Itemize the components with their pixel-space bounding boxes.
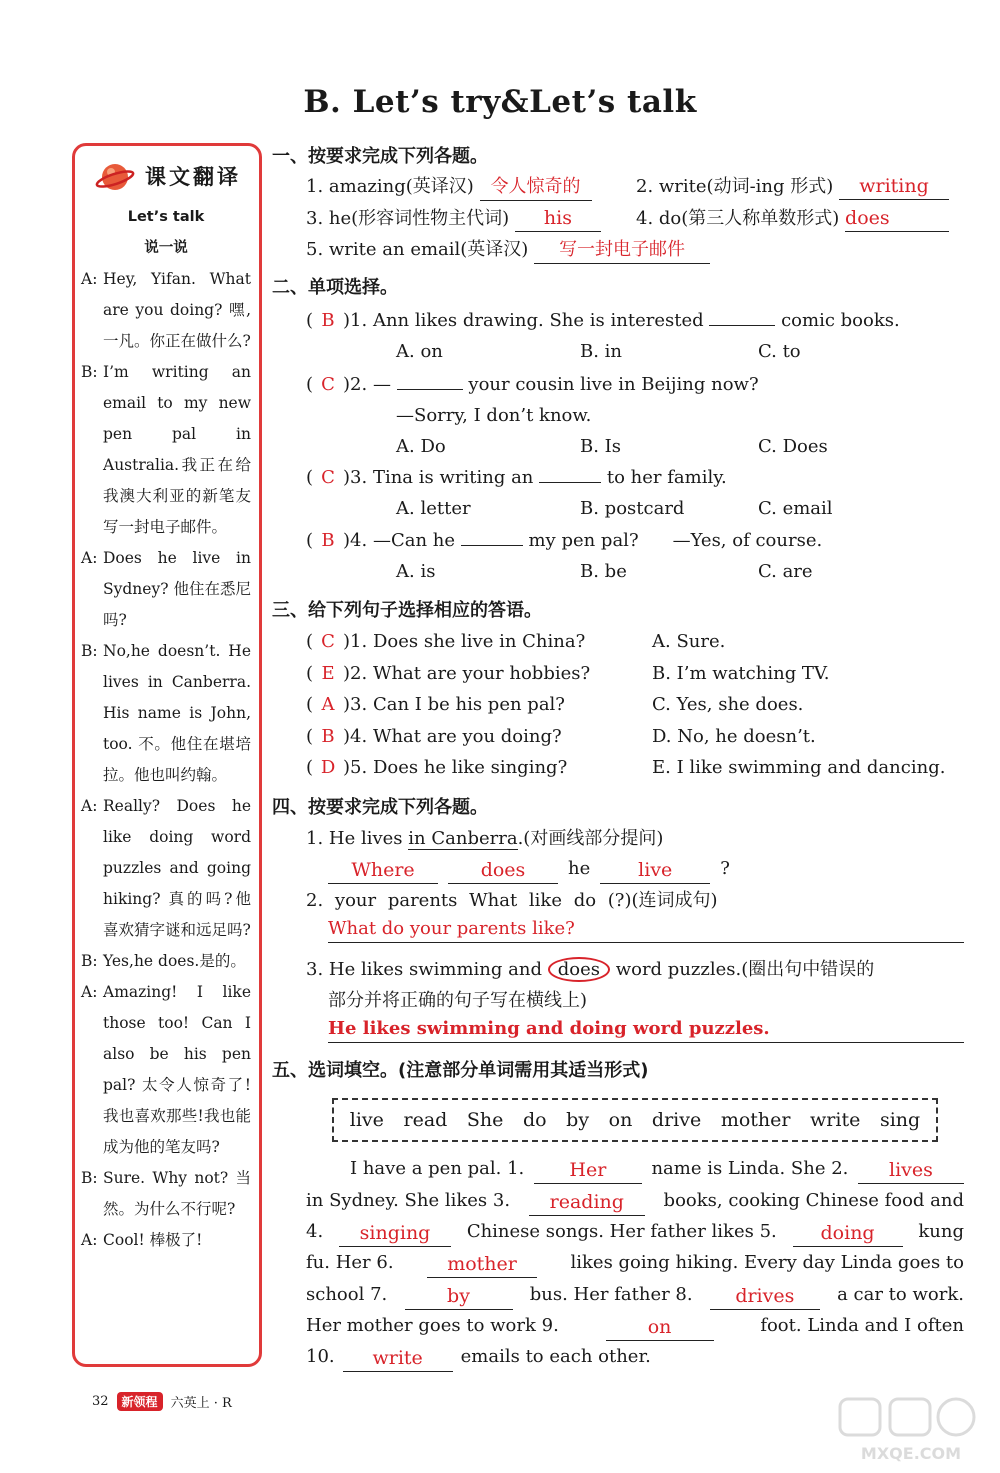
answer: lives	[858, 1157, 964, 1184]
sidebar-header	[81, 152, 251, 202]
error-circle: does	[548, 957, 610, 982]
mc-option: A. Do	[396, 436, 446, 457]
mc-option: B. postcard	[580, 498, 685, 519]
para-line-3: 4. singing Chinese songs. Her father likes 5. doing kung	[306, 1217, 964, 1247]
match-question: ( D )5. Does he like singing?	[306, 753, 567, 783]
dialog-text: No,he doesn’t. He lives in Canberra. His name is John, too. 不。他住在堪培拉。他也叫约翰。	[103, 642, 251, 784]
s1-q3: 3. he(形容词性物主代词) his	[306, 204, 601, 234]
answer: drives	[710, 1283, 820, 1310]
s4-a1: Where does he live ?	[328, 854, 730, 884]
answer: D	[320, 757, 336, 778]
section-3-title: 三、给下列句子选择相应的答语。	[272, 600, 542, 621]
planet-icon	[95, 157, 135, 197]
sidebar-subtitle-cn: 说一说	[144, 240, 188, 256]
section-4	[272, 793, 972, 823]
answer: Where	[328, 857, 438, 884]
answer: Her	[534, 1157, 642, 1184]
speaker-label: A:	[81, 270, 98, 288]
dialog-line	[81, 946, 251, 977]
dialog-text: I’m writing an email to my new pen pal in Australia.我正在给我澳大利亚的新笔友写一封电子邮件。	[103, 363, 251, 536]
match-question: ( A )3. Can I be his pen pal?	[306, 690, 565, 720]
s1-q2: 2. write(动词-ing 形式) writing	[636, 172, 949, 202]
book-label: 六英上 · R	[170, 1396, 232, 1411]
para-line-4: fu. Her 6. mother likes going hiking. Every day Linda goes to	[306, 1248, 964, 1278]
mc-question: ( C )2. — your cousin live in Beijing now?	[306, 370, 759, 400]
mc-option: A. on	[396, 341, 443, 362]
mc-option: B. in	[580, 341, 623, 362]
speaker-label: B:	[81, 642, 98, 660]
dialog-text: Cool! 棒极了!	[103, 1231, 203, 1249]
svg-text:MXQE.COM: MXQE.COM	[860, 1444, 962, 1463]
s4-q2: 2. your parents What like do (?)(连词成句)	[306, 890, 718, 911]
answer: A	[321, 694, 335, 715]
dialog-text: Yes,he does.是的。	[103, 952, 246, 970]
word-bank	[332, 1098, 938, 1142]
s4-a3: He likes swimming and doing word puzzles.	[328, 1016, 964, 1043]
answer: his	[515, 205, 601, 232]
dialog-line	[81, 636, 251, 791]
dialog-line	[81, 264, 251, 357]
mc-option: C. email	[758, 498, 833, 519]
section-1	[272, 142, 972, 172]
word-bank-item: live	[349, 1109, 384, 1131]
match-reply: D. No, he doesn’t.	[652, 725, 816, 747]
dialog-line	[81, 543, 251, 636]
section-1-title: 一、按要求完成下列各题。	[272, 146, 488, 167]
word-bank-item: mother	[720, 1109, 791, 1131]
mc-option: B. Is	[580, 436, 622, 457]
mc-question: ( B )4. —Can he my pen pal? —Yes, of course.	[306, 526, 822, 556]
answer: mother	[427, 1251, 537, 1278]
section-4-title: 四、按要求完成下列各题。	[272, 797, 488, 818]
answer: 写一封电子邮件	[534, 237, 710, 264]
word-bank-item: on	[608, 1109, 633, 1131]
mc-option: C. Does	[758, 436, 828, 457]
match-reply: C. Yes, she does.	[652, 694, 804, 715]
section-5-title: 五、选词填空。(注意部分单词需用其适当形式)	[272, 1060, 649, 1081]
para-line-1: I have a pen pal. 1. Her name is Linda. She 2. lives	[306, 1154, 964, 1184]
speaker-label: B:	[81, 363, 98, 381]
dialog-line	[81, 977, 251, 1163]
mc-reply: —Sorry, I don’t know.	[396, 405, 592, 426]
watermark-logo	[836, 1395, 986, 1465]
dialog-text: Does he live in Sydney? 他住在悉尼吗?	[103, 549, 251, 629]
para-line-6: Her mother goes to work 9. on foot. Linda and I often	[306, 1311, 964, 1341]
dialog-text: Hey, Yifan. What are you doing? 嘿,一凡。你正在做什么?	[103, 270, 251, 350]
page-footer	[92, 1392, 232, 1411]
s4-a2: What do your parents like?	[328, 916, 964, 943]
answer: does	[845, 205, 949, 232]
s1-q5: 5. write an email(英译汉) 写一封电子邮件	[306, 235, 710, 265]
speaker-label: A:	[81, 1231, 98, 1249]
section-2	[272, 273, 972, 303]
answer: B	[321, 725, 335, 747]
mc-option: C. are	[758, 561, 813, 582]
answer: by	[405, 1283, 513, 1310]
s1-q1: 1. amazing(英译汉) 令人惊奇的	[306, 172, 592, 202]
page-number: 32	[92, 1394, 109, 1409]
mc-question: ( C )3. Tina is writing an to her family.	[306, 463, 727, 493]
dialog-text: Amazing! I like those too! Can I also be his pen pal? 太令人惊奇了!我也喜欢那些!我也能成为他的笔友吗?	[103, 983, 251, 1156]
brand-badge: 新领程	[117, 1392, 163, 1411]
word-bank-item: sing	[879, 1109, 921, 1131]
speaker-label: B:	[81, 1169, 98, 1187]
dialog-line	[81, 791, 251, 946]
mc-option: A. letter	[396, 498, 471, 519]
word-bank-item: by	[566, 1109, 590, 1131]
speaker-label: A:	[81, 983, 98, 1001]
answer: 令人惊奇的	[480, 174, 592, 201]
s4-q1: 1. He lives in Canberra.(对画线部分提问)	[306, 828, 664, 849]
answer: B	[321, 530, 335, 551]
word-bank-item: do	[522, 1109, 547, 1131]
mc-option: C. to	[758, 341, 801, 362]
match-reply: A. Sure.	[652, 631, 726, 652]
speaker-label: A:	[81, 549, 98, 567]
answer: doing	[793, 1220, 903, 1247]
translation-sidebar	[72, 143, 262, 1367]
section-3	[272, 596, 972, 626]
sidebar-title: 课文翻译	[145, 164, 241, 189]
speaker-label: A:	[81, 797, 98, 815]
match-question: ( B )4. What are you doing?	[306, 722, 562, 752]
answer: C	[321, 467, 335, 488]
answer: on	[606, 1314, 714, 1341]
word-bank-item: read	[403, 1109, 448, 1131]
section-2-title: 二、单项选择。	[272, 277, 398, 298]
answer: C	[321, 631, 335, 652]
answer: writing	[839, 173, 949, 200]
mc-option: B. be	[580, 561, 627, 582]
sidebar-subtitle: Let’s talk	[127, 209, 205, 225]
match-question: ( E )2. What are your hobbies?	[306, 659, 590, 689]
mc-question: ( B )1. Ann likes drawing. She is interested comic books.	[306, 306, 900, 336]
dialog-line	[81, 1225, 251, 1256]
para-line-7: 10. write emails to each other.	[306, 1342, 964, 1372]
s1-q4: 4. do(第三人称单数形式) does	[636, 204, 949, 234]
match-reply: E. I like swimming and dancing.	[652, 757, 946, 778]
para-line-2: in Sydney. She likes 3. reading books, cooking Chinese food and	[306, 1186, 964, 1216]
speaker-label: B:	[81, 952, 98, 970]
dialog-line	[81, 1163, 251, 1225]
answer: does	[448, 857, 558, 884]
page-title: B. Let’s try&Let’s talk	[303, 84, 697, 120]
answer: reading	[529, 1189, 645, 1216]
match-question: ( C )1. Does she live in China?	[306, 627, 585, 657]
dialog-list	[81, 264, 251, 1256]
answer: E	[321, 662, 335, 684]
dialog-text: Sure. Why not? 当然。为什么不行呢?	[103, 1169, 251, 1218]
answer: B	[321, 310, 335, 331]
s4-q3-cont: 部分并将正确的句子写在横线上)	[328, 990, 588, 1011]
answer: C	[321, 374, 335, 395]
dialog-text: Really? Does he like doing word puzzles and going hiking? 真的吗?他喜欢猜字谜和远足吗?	[103, 797, 251, 939]
word-bank-item: write	[810, 1109, 861, 1131]
word-bank-item: drive	[651, 1109, 702, 1131]
answer: write	[343, 1345, 453, 1372]
dialog-line	[81, 357, 251, 543]
section-5	[272, 1056, 972, 1086]
answer: singing	[339, 1220, 451, 1247]
mc-option: A. is	[396, 561, 436, 582]
para-line-5: school 7. by bus. Her father 8. drives a car to work.	[306, 1280, 964, 1310]
answer: live	[600, 857, 710, 884]
s4-q3: 3. He likes swimming and does word puzzles.(圈出句中错误的	[306, 959, 875, 980]
match-reply: B. I’m watching TV.	[652, 662, 830, 684]
word-bank-item: She	[466, 1109, 504, 1131]
